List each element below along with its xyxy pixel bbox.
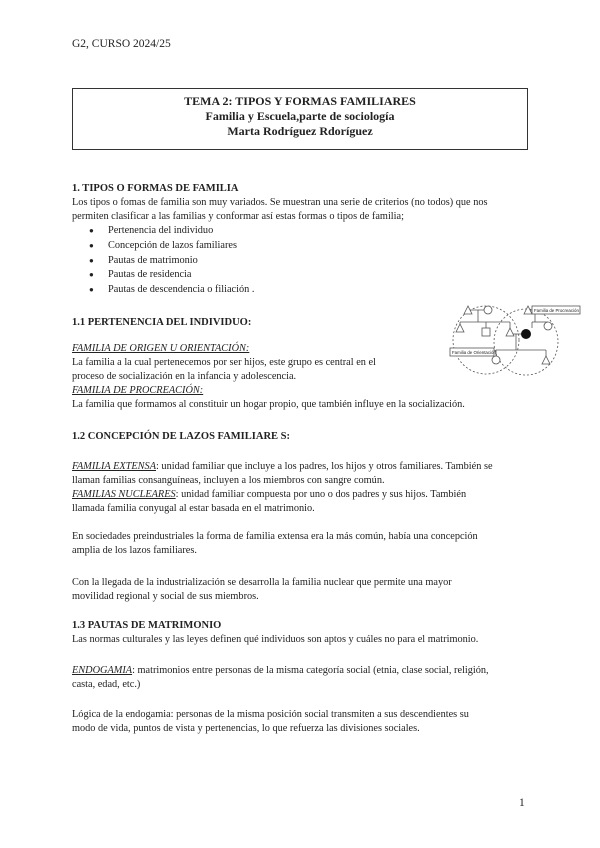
endogamia-line2: casta, edad, etc.) <box>72 679 141 690</box>
page-header: G2, CURSO 2024/25 <box>72 38 171 50</box>
logica-line2: modo de vida, puntos de vista y pertenencias, lo que refuerza las divisiones sociales. <box>72 723 420 734</box>
preindustrial-line2: amplia de los lazos familiares. <box>72 545 197 556</box>
procreation-family-line: La familia que formamos al constituir un hogar propio, que también influye en la socialización. <box>72 399 465 410</box>
criteria-list <box>72 224 254 298</box>
nucleares-term: FAMILIAS NUCLEARES <box>72 489 176 500</box>
section1-intro-line1: Los tipos o fomas de familia son muy variados. Se muestran una serie de criterios (no todos) que nos <box>72 197 488 208</box>
child-symbol <box>492 356 500 364</box>
nucleares-line2: llamada familia conyugal al estar basada en el matrimonio. <box>72 503 315 514</box>
document-author: Marta Rodríguez Rdoríguez <box>227 124 373 138</box>
in-law-sibling-symbol <box>544 322 552 330</box>
extensa-line2: llaman familias consanguíneas, incluyen a los miembros con sangre común. <box>72 475 385 486</box>
procreation-circle <box>494 309 558 375</box>
procreation-family-term: FAMILIA DE PROCREACIÓN: <box>72 385 204 396</box>
endogamia-definition: : matrimonios entre personas de la misma categoría social (etnia, clase social, religión, <box>132 665 489 676</box>
page-number: 1 <box>519 797 525 809</box>
nucleares-line1 <box>72 488 466 503</box>
ego-symbol <box>506 328 514 336</box>
procreation-label: Familia de Procreación <box>534 308 579 313</box>
endogamia-term: ENDOGAMIA <box>72 665 133 676</box>
industrial-line2: movilidad regional y social de sus miembros. <box>72 591 259 602</box>
family-diagram <box>448 292 582 380</box>
industrial-line1: Con la llegada de la industrialización se desarrolla la familia nuclear que permite una mayor <box>72 577 452 588</box>
section1-2-heading: 1.2 CONCEPCIÓN DE LAZOS FAMILIARE S: <box>72 431 290 442</box>
title-box <box>72 88 528 150</box>
extensa-line1 <box>72 460 493 475</box>
uncle-symbol <box>456 324 464 332</box>
section1-intro-line2: permiten clasificar a las familias y conformar así estas formas o tipos de familia; <box>72 211 404 222</box>
logica-line1: Lógica de la endogamia: personas de la misma posición social transmiten a sus descendientes su <box>72 709 469 720</box>
diagram-lines <box>453 306 558 375</box>
section1-3-heading: 1.3 PAUTAS DE MATRIMONIO <box>72 620 222 631</box>
sibling-symbol <box>482 328 490 336</box>
origin-family-line2: proceso de socialización en la infancia y adolescencia. <box>72 371 297 382</box>
origin-family-line1: La familia a la cual pertenecemos por ser hijos, este grupo es central en el <box>72 357 376 368</box>
matrimonio-intro: Las normas culturales y las leyes definen qué individuos son aptos y cuáles no para el matrimonio. <box>72 634 479 645</box>
endogamia-line1 <box>72 664 489 679</box>
section1-1-heading: 1.1 PERTENENCIA DEL INDIVIDUO: <box>72 317 252 328</box>
extensa-term: FAMILIA EXTENSA <box>72 461 156 472</box>
document-title: TEMA 2: TIPOS Y FORMAS FAMILIARES <box>184 94 416 108</box>
grandmother-symbol <box>484 306 492 314</box>
nucleares-definition: : unidad familiar compuesta por uno o dos padres y sus hijos. También <box>175 489 467 500</box>
list-item: ● Pautas de matrimonio <box>72 254 254 269</box>
child-symbol-2 <box>542 356 550 364</box>
orientation-label: Familia de Orientación <box>452 350 496 355</box>
origin-family-term: FAMILIA DE ORIGEN U ORIENTACIÓN: <box>72 343 250 354</box>
list-item: ● Pautas de descendencia o filiación . <box>72 283 254 298</box>
list-item: ● Pertenencia del individuo <box>72 224 254 239</box>
spouse-symbol <box>521 329 531 339</box>
document-subtitle: Familia y Escuela,parte de sociología <box>205 109 395 123</box>
extensa-definition: : unidad familiar que incluye a los padres, los hijos y otros familiares. También se <box>156 461 493 472</box>
list-item: ● Concepción de lazos familiares <box>72 239 254 254</box>
preindustrial-line1: En sociedades preindustriales la forma de familia extensa era la más común, había una concepción <box>72 531 478 542</box>
list-item: ● Pautas de residencia <box>72 268 254 283</box>
section1-heading: 1. TIPOS O FORMAS DE FAMILIA <box>72 183 239 194</box>
orientation-circle <box>453 306 519 374</box>
